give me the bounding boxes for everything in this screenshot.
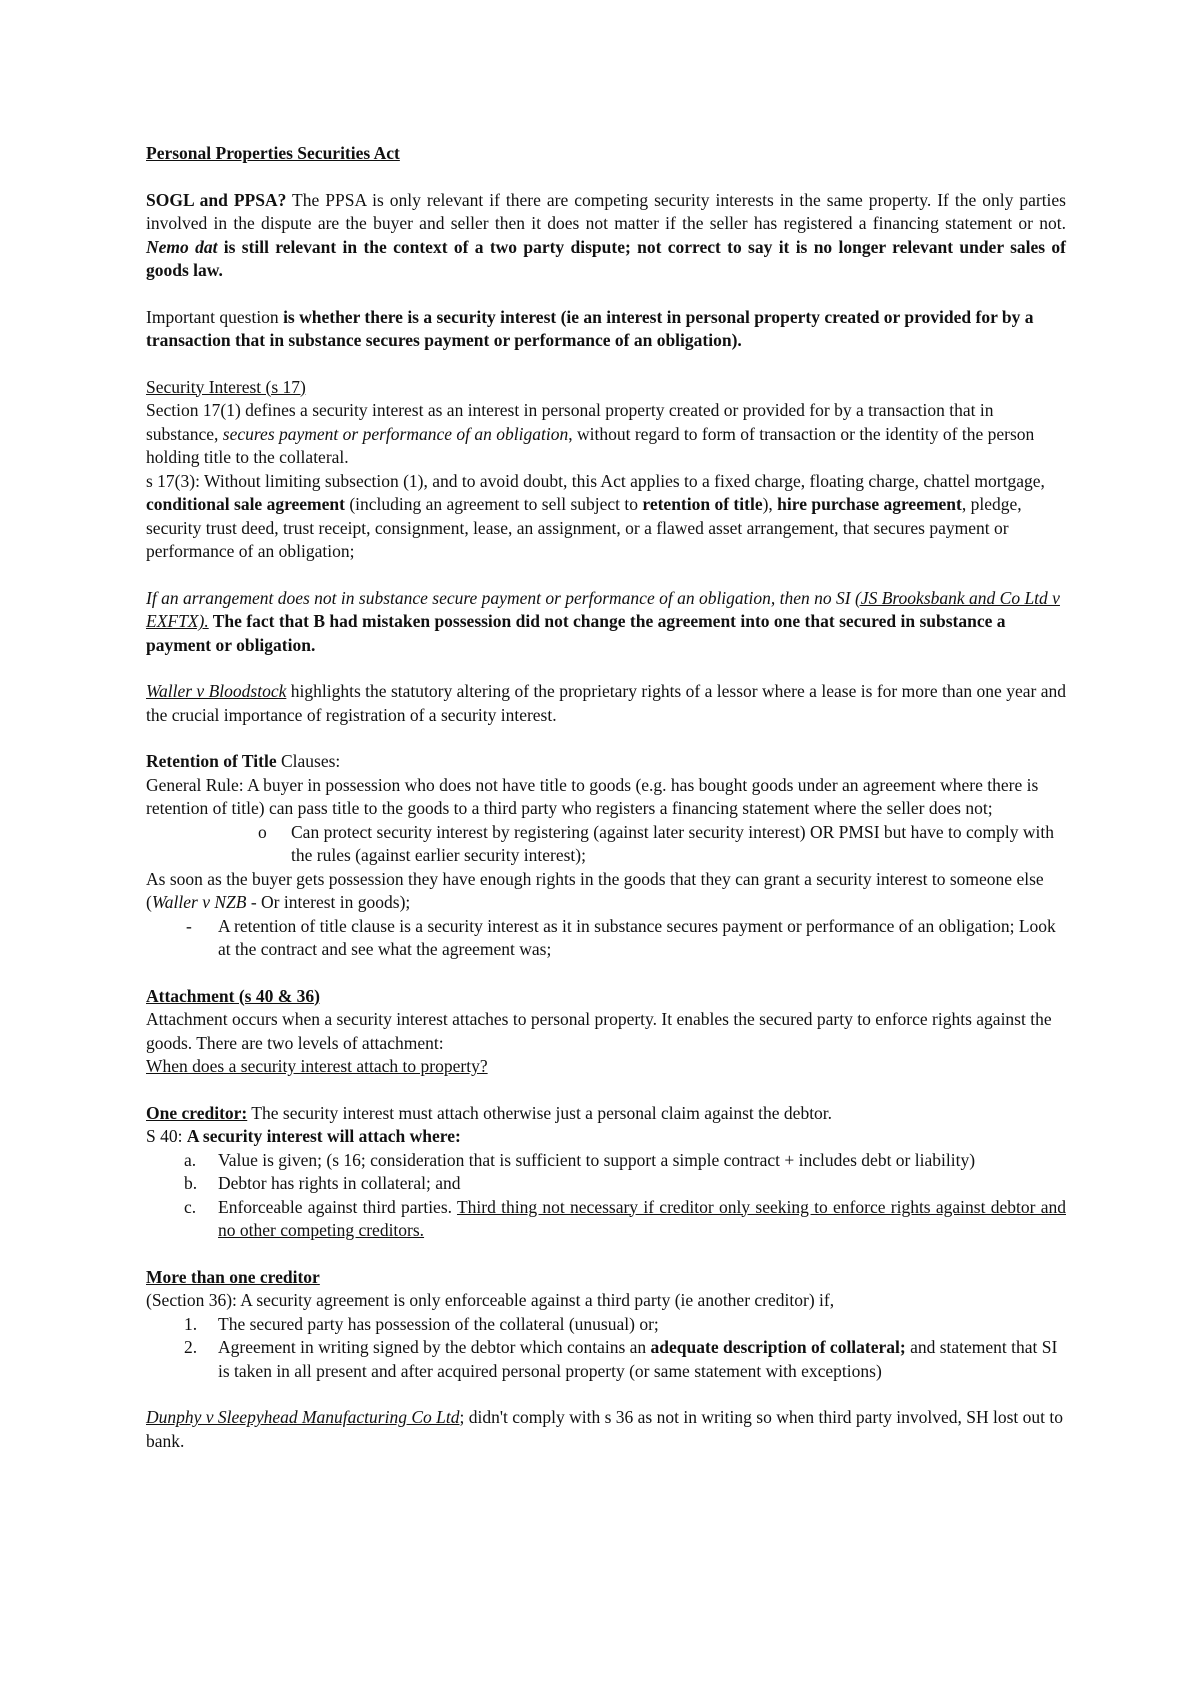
attachment-heading: Attachment (s 40 & 36): [146, 985, 320, 1006]
case-waller-bloodstock: Waller v Bloodstock: [146, 681, 287, 701]
paragraph-important-question: Important question is whether there is a security interest (ie an interest in personal property created or provided for by a transaction that in substance secures payment or performance of an obligation).: [146, 306, 1034, 350]
attachment-text: Attachment occurs when a security interest attaches to personal property. It enables the secured party to enforce rights against the goods. There are two levels of attachment:: [146, 1009, 1052, 1053]
section-17-3-text: s 17(3): Without limiting subsection (1), and to avoid doubt, this Act applies to a fixed charge, floating charge, chattel mortgage, conditional sale agreement (including an agreement to sell subject to retention of title), hire purchase agreement, pledge, security trust deed, trust receipt, consignment, lease, an assignment, or a flawed asset arrangement, that secures payment or performance of an obligation;: [146, 470, 1045, 561]
list-item: o Can protect security interest by registering (against later security interest) OR PMSI but have to comply with the rules (against earlier security interest);: [258, 821, 1055, 865]
more-than-one-creditor-heading: More than one creditor: [146, 1266, 320, 1287]
case-waller-nzb: Waller v NZB: [151, 892, 247, 912]
security-interest-heading: Security Interest (s 17): [146, 376, 306, 397]
paragraph-dunphy: Dunphy v Sleepyhead Manufacturing Co Ltd; didn't comply with s 36 as not in writing so when third party involved, SH lost out to bank.: [146, 1407, 1063, 1451]
list-item: - A retention of title clause is a security interest as it in substance secures payment or performance of an obligation; Look at the contract and see what the agreement was;: [186, 915, 1056, 959]
dash-marker: -: [186, 915, 192, 936]
one-creditor-text: One creditor: The security interest must attach otherwise just a personal claim against the debtor.: [146, 1102, 833, 1123]
list-item: 2. Agreement in writing signed by the debtor which contains an adequate description of collateral; and statement that SI is taken in all present and after acquired personal property (or same statement with exceptions): [184, 1337, 1058, 1381]
s40-text: S 40: A security interest will attach where:: [146, 1126, 461, 1146]
possession-text: As soon as the buyer gets possession they have enough rights in the goods that they can grant a security interest to someone else (Waller v NZB - Or interest in goods);: [146, 868, 1044, 912]
case-brooksbank: (JS Brooksbank and Co Ltd v EXFTX).: [146, 587, 1060, 631]
document-title: Personal Properties Securities Act: [146, 143, 400, 163]
section-36-intro: (Section 36): A security agreement is only enforceable against a third party (ie another creditor) if,: [146, 1290, 835, 1310]
section-17-1-text: Section 17(1) defines a security interest as an interest in personal property created or provided for by a transaction that in substance, secures payment or performance of an obligation, without regard to form of transaction or the identity of the person holding title to the collateral.: [146, 400, 1035, 467]
list-item: a. Value is given; (s 16; consideration that is sufficient to support a simple contract + includes debt or liability): [184, 1149, 976, 1170]
retention-of-title-heading: Retention of Title Clauses:: [146, 751, 341, 771]
sogl-heading: SOGL and PPSA?: [146, 189, 287, 210]
general-rule-text: General Rule: A buyer in possession who does not have title to goods (e.g. has bought goods under an agreement where there is retention of title) can pass title to the goods to a third party who registers a financing statement where the seller does not;: [146, 774, 1039, 818]
case-dunphy: Dunphy v Sleepyhead Manufacturing Co Ltd: [146, 1407, 460, 1427]
list-item: 1. The secured party has possession of the collateral (unusual) or;: [184, 1313, 659, 1334]
paragraph-waller-bloodstock: Waller v Bloodstock highlights the statutory altering of the proprietary rights of a lessor where a lease is for more than one year and the crucial importance of registration of a security interest.: [146, 681, 1066, 725]
document-body: [146, 142, 1066, 1453]
nemo-dat-term: Nemo dat: [146, 236, 218, 257]
list-item: b. Debtor has rights in collateral; and: [184, 1173, 461, 1193]
list-item: c. Enforceable against third parties. Third thing not necessary if creditor only seeking to enforce rights against debtor and no other competing creditors.: [184, 1196, 1066, 1240]
bullet-marker: o: [258, 821, 267, 842]
paragraph-no-si: If an arrangement does not in substance secure payment or performance of an obligation, then no SI (JS Brooksbank and Co Ltd v EXFTX). The fact that B had mistaken possession did not change the agreement into one that secured in substance a payment or obligation.: [146, 587, 1060, 655]
paragraph-sogl-ppsa: SOGL and PPSA? The PPSA is only relevant if there are competing security interests in the same property. If the only parties involved in the dispute are the buyer and seller then it does not matter if the seller has registered a financing statement or not. Nemo dat is still relevant in the context of a two party dispute; not correct to say it is no longer relevant under sales of goods law.: [146, 189, 1066, 280]
attachment-question: When does a security interest attach to property?: [146, 1056, 488, 1076]
